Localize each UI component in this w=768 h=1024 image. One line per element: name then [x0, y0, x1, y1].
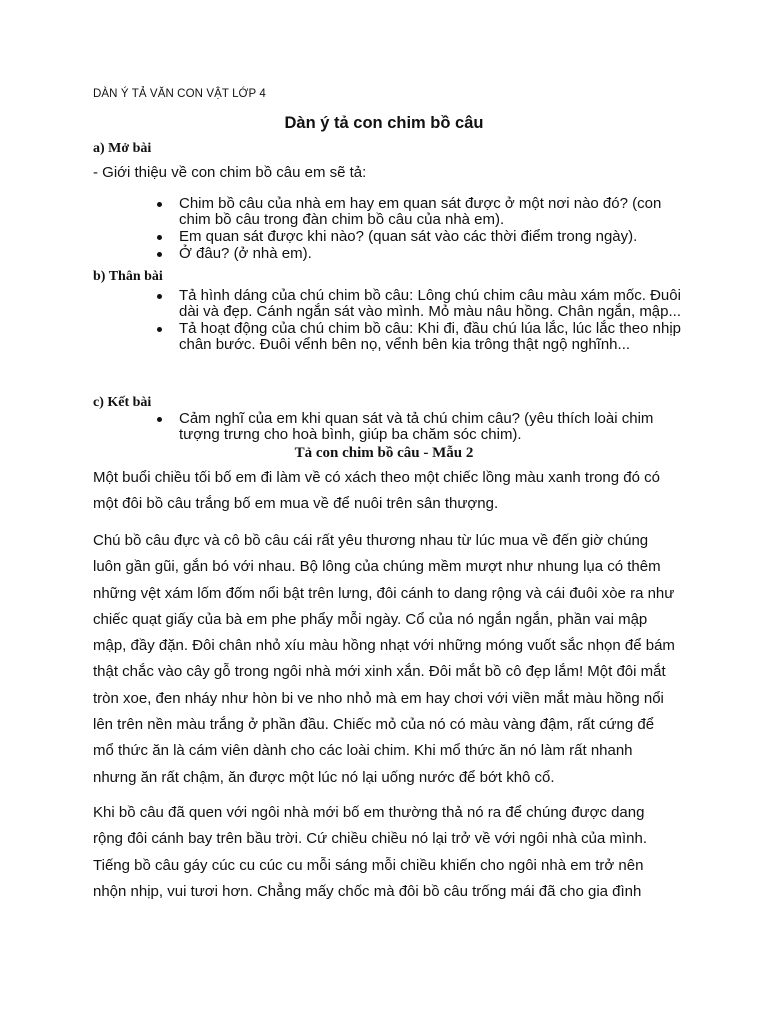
list-item: Ở đâu? (ở nhà em).	[152, 246, 692, 262]
list-item: Chim bồ câu của nhà em hay em quan sát được ở một nơi nào đó? (con chim bồ câu trong đàn chim bồ câu của nhà em).	[152, 196, 692, 228]
than-bai-bullet-list	[152, 288, 692, 354]
section-heading-ket-bai: c) Kết bài	[93, 395, 152, 410]
sample-title: Tả con chim bồ câu - Mẫu 2	[294, 445, 474, 461]
list-item: Tả hoạt động của chú chim bồ câu: Khi đi, đầu chú lúa lắc, lúc lắc theo nhịp chân bước. Đuôi vểnh bên nọ, vểnh bên kia trông thật ngộ nghĩnh...	[152, 321, 692, 353]
mo-bai-bullet-list	[152, 196, 692, 263]
paragraph: Một buổi chiều tối bố em đi làm về có xách theo một chiếc lồng màu xanh trong đó có một đôi bồ câu trắng bố em mua về để nuôi trên sân thượng.	[93, 469, 660, 513]
paragraph: Khi bồ câu đã quen với ngôi nhà mới bố em thường thả nó ra để chúng được dang rộng đôi cánh bay trên bầu trời. Cứ chiều chiều nó lại trở về với ngôi nhà của mình. Tiếng bồ câu gáy cúc cu cúc cu mỗi sáng mỗi chiều khiến cho ngôi nhà em trở nên nhộn nhịp, vui tươi hơn. Chẳng mấy chốc mà đôi bồ câu trống mái đã cho gia đình	[93, 804, 648, 900]
ket-bai-bullet-list	[152, 411, 692, 444]
list-item: Tả hình dáng của chú chim bồ câu: Lông chú chim câu màu xám mốc. Đuôi dài và đẹp. Cánh ngắn sát vào mình. Mỏ màu nâu hồng. Chân ngắn, mập...	[152, 288, 692, 320]
section-heading-than-bai: b) Thân bài	[93, 269, 163, 284]
paragraph: Chú bồ câu đực và cô bồ câu cái rất yêu thương nhau từ lúc mua về đến giờ chúng luôn gần gũi, gắn bó với nhau. Bộ lông của chúng mềm mượt như nhung lụa có thêm những vệt xám lốm đốm nổi bật trên lưng, đôi cánh to dang rộng và cái đuôi xòe ra như chiếc quạt giấy của bà em phe phẩy mỗi ngày. Cổ của nó ngắn ngắn, phần vai mập mập, đầy đặn. Đôi chân nhỏ xíu màu hồng nhạt với những móng vuốt sắc nhọn để bám thật chắc vào cây gỗ trong ngôi nhà mới xinh xắn. Đôi mắt bồ cô đẹp lắm! Một đôi mắt tròn xoe, đen nháy như hòn bi ve nho nhỏ mà em hay chơi với viền mắt màu hồng nổi lên trên nền màu trắng ở phần đầu. Chiếc mỏ của nó có màu vàng đậm, rất cứng để mổ thức ăn là cám viên dành cho các loài chim. Khi mổ thức ăn nó làm rất nhanh nhưng ăn rất chậm, ăn được một lúc nó lại uống nước để bớt khô cổ.	[93, 532, 675, 786]
document-title: Dàn ý tả con chim bồ câu	[284, 114, 484, 132]
document-label: DÀN Ý TẢ VĂN CON VẬT LỚP 4	[93, 88, 266, 100]
list-item: Cảm nghĩ của em khi quan sát và tả chú chim câu? (yêu thích loài chim tượng trưng cho hoà bình, giúp ba chăm sóc chim).	[152, 411, 692, 443]
section-heading-mo-bai: a) Mở bài	[93, 141, 152, 156]
list-item: Em quan sát được khi nào? (quan sát vào các thời điểm trong ngày).	[152, 229, 692, 245]
intro-line: - Giới thiệu về con chim bồ câu em sẽ tả:	[93, 164, 367, 181]
